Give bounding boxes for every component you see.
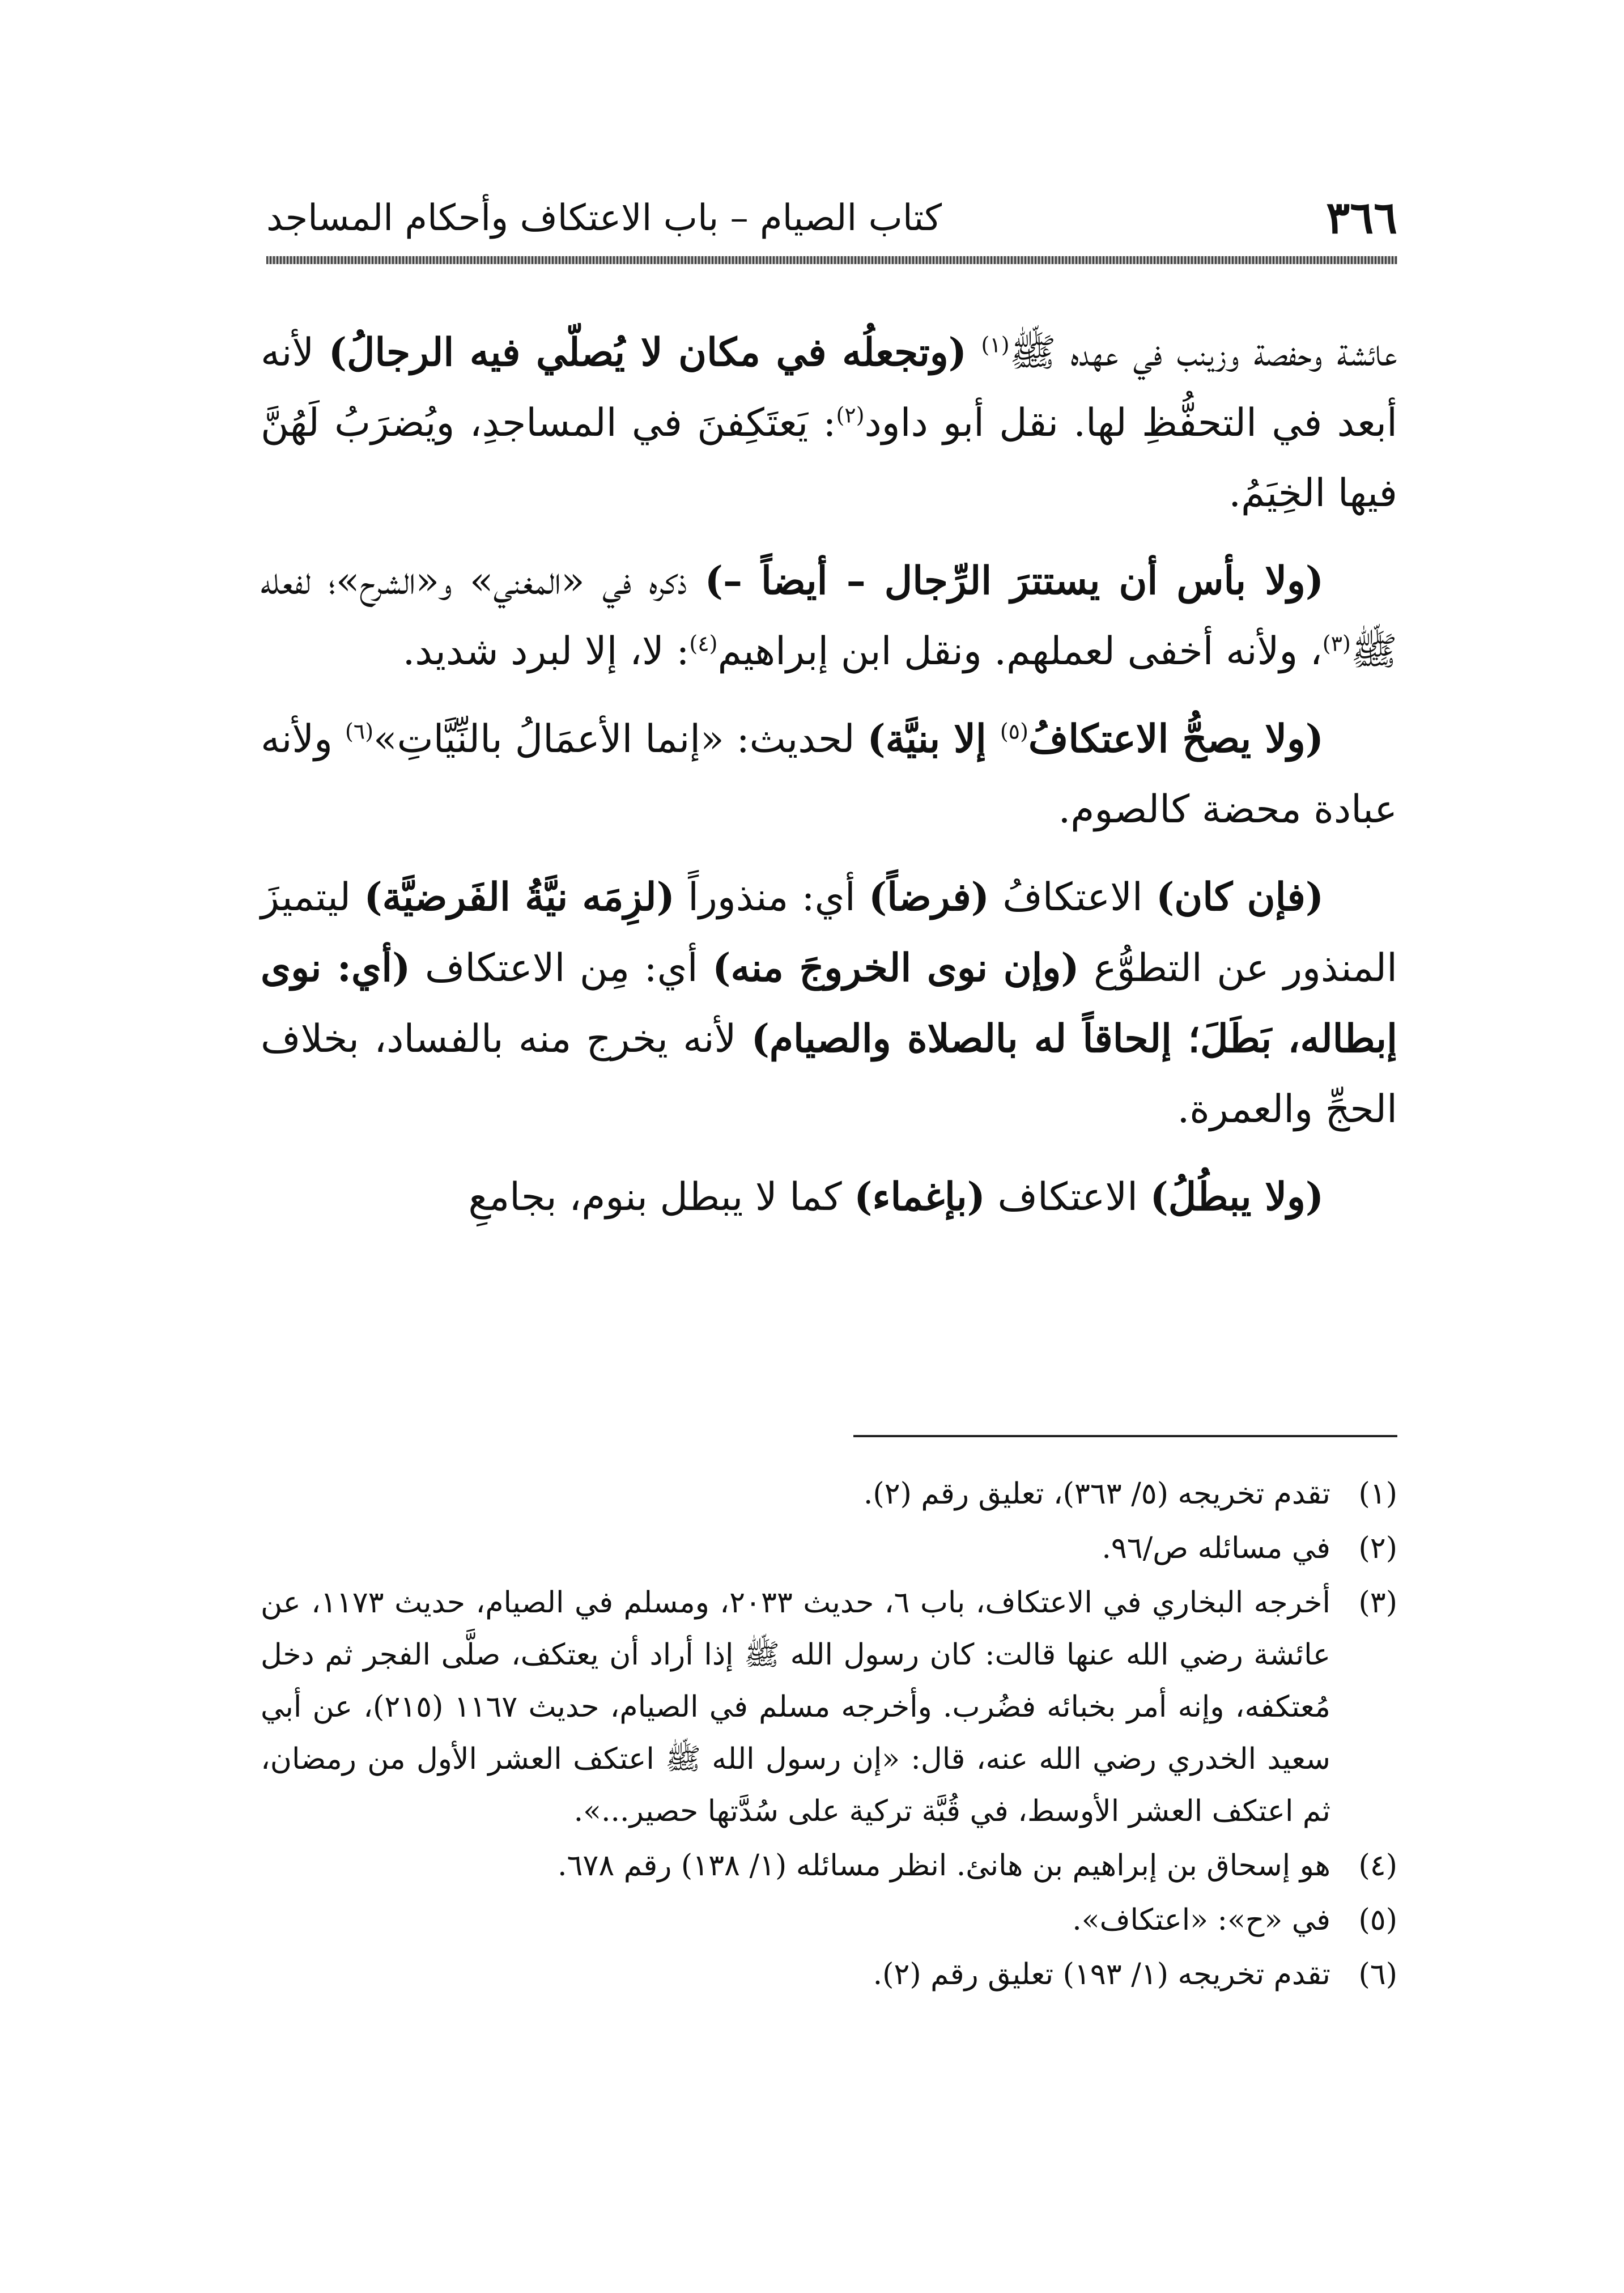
- text-run: : يَعتَكِفنَ في المساجدِ، ويُضرَبُ لَهُنَّ فيها الخِيَمُ.: [261, 401, 1397, 516]
- footnote-ref: (٦): [345, 719, 374, 744]
- footnote-number: (٤): [1358, 1849, 1397, 1883]
- bold-matn: (ولا بأس أن يستترَ الرِّجال – أيضاً –): [704, 558, 1324, 604]
- footnote-ref: (٣): [1322, 631, 1351, 656]
- main-text: [261, 317, 1397, 1250]
- running-title: كتاب الصيام – باب الاعتكاف وأحكام المساجد: [266, 197, 942, 239]
- paragraph-3: [261, 704, 1397, 845]
- bold-matn: (ولا يبطُلُ): [1150, 1174, 1324, 1220]
- bold-matn: (أي: نوى إبطاله، بَطَلَ؛ إلحاقاً له بالصلاة والصيام): [261, 945, 1397, 1061]
- footnote-text: تقدم تخريجه (٥/ ٣٦٣)، تعليق رقم (٢).: [863, 1477, 1330, 1511]
- footnote-separator: [853, 1435, 1397, 1437]
- footnote-number: (٦): [1358, 1957, 1397, 1991]
- footnote-text: تقدم تخريجه (١/ ١٩٣) تعليق رقم (٢).: [873, 1957, 1330, 1991]
- footnotes: [261, 1468, 1397, 2003]
- bold-matn: (بإغماء): [854, 1174, 985, 1220]
- text-run: ليتميزَ المنذور عن التطوُّع: [261, 875, 1397, 991]
- text-run: الاعتكافُ: [989, 875, 1157, 920]
- bold-matn: (لزِمَه نيَّةُ الفَرضيَّة): [364, 874, 675, 920]
- footnote-text: أخرجه البخاري في الاعتكاف، باب ٦، حديث ٢٠٣٣، ومسلم في الصيام، حديث ١١٧٣، عن عائشة رضي الله عنها قالت: كان رسول الله ﷺ إذا أراد أن يعتكف، صلَّى الفجر ثم دخل مُعتكفه، وإنه أمر بخبائه فضُرب. وأخرجه مسلم في الصيام، حديث ١١٦٧ (٢١٥)، عن أبي سعيد الخدري رضي الله عنه، قال: «إن رسول الله ﷺ اعتكف العشر الأول من رمضان، ثم اعتكف العشر الأوسط، في قُبَّة تركية على سُدَّتها حصير...».: [261, 1586, 1330, 1828]
- text-run: ، ولأنه أخفى لعملهم. ونقل ابن إبراهيم: [717, 629, 1323, 674]
- paragraph-1: [261, 317, 1397, 529]
- text-run: لأنه يخرج منه بالفساد، بخلاف الحجِّ والعمرة.: [261, 1017, 1397, 1132]
- text-run: : لا، إلا لبرد شديد.: [402, 629, 690, 674]
- header-divider: [266, 256, 1397, 264]
- text-run: أي: منذوراً: [674, 875, 869, 920]
- footnote-ref: (٢): [836, 402, 865, 428]
- footnote-text: في مسائله ص/٩٦.: [1102, 1531, 1330, 1565]
- bold-matn: (فإن كان): [1156, 874, 1324, 920]
- bold-matn: إلا بنيَّة): [867, 716, 1000, 762]
- page-header: [266, 187, 1397, 249]
- text-run: ولأنه عبادة محضة كالصوم.: [261, 717, 1397, 832]
- footnote-number: (٢): [1358, 1531, 1397, 1565]
- footnote-item: [261, 1468, 1397, 1520]
- footnote-number: (٥): [1358, 1903, 1397, 1937]
- footnote-item: [261, 1948, 1397, 2001]
- text-run: لأنه أبعد في التحفُّظِ لها. نقل أبو داود: [261, 330, 1397, 445]
- text-run: لحديث: «إنما الأعمَالُ بالنِّيَّاتِ»: [373, 717, 868, 762]
- footnote-item: [261, 1577, 1397, 1837]
- footnote-item: [261, 1522, 1397, 1574]
- bold-matn: (وإن نوى الخروجَ منه): [712, 945, 1079, 991]
- text-run: كما لا يبطل بنوم، بجامعِ: [468, 1175, 854, 1220]
- bold-matn: (وتجعلُه في مكان لا يُصلّي فيه الرجالُ): [328, 330, 967, 375]
- bold-matn: (ولا يصحُّ الاعتكافُ: [1028, 716, 1324, 762]
- footnote-ref: (٥): [1000, 719, 1028, 744]
- footnote-text: هو إسحاق بن إبراهيم بن هانئ. انظر مسائله (١/ ١٣٨) رقم ٦٧٨.: [557, 1849, 1330, 1883]
- footnote-item: [261, 1840, 1397, 1892]
- footnote-item: [261, 1894, 1397, 1946]
- footnote-number: (٣): [1358, 1586, 1397, 1620]
- bold-matn: (فرضاً): [869, 874, 989, 920]
- footnote-ref: (١): [981, 332, 1010, 358]
- text-run: ذكره في «المغني» و«الشرح»؛ لفعله ﷺ: [261, 559, 1397, 674]
- text-run: [967, 330, 981, 375]
- page-number: ٣٦٦: [1326, 192, 1397, 244]
- paragraph-2: [261, 546, 1397, 687]
- footnote-ref: (٤): [689, 631, 718, 656]
- text-run: الاعتكاف: [985, 1175, 1150, 1220]
- footnote-text: في «ح»: «اعتكاف».: [1072, 1903, 1330, 1937]
- footnote-number: (١): [1358, 1477, 1397, 1511]
- text-run: أي: مِن الاعتكاف: [410, 946, 713, 991]
- paragraph-4: [261, 862, 1397, 1145]
- paragraph-5: [261, 1162, 1397, 1233]
- text-run: عائشة وحفصة وزينب في عهده ﷺ: [1009, 330, 1397, 375]
